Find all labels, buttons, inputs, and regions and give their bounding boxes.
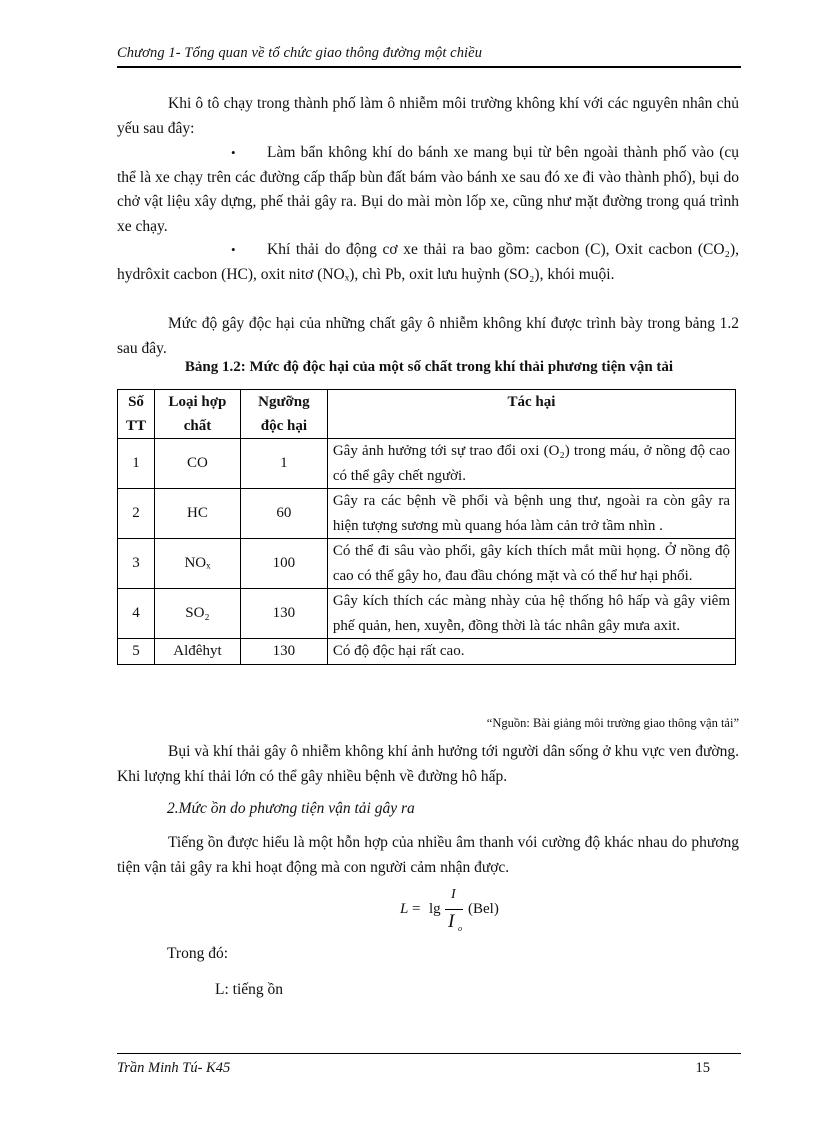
bullet-text: Khí thải do động cơ xe thải ra bao gồm: cacbon (C), Oxit cacbon (CO₂), hydrôxit cacbon (HC), oxit nitơ (NOₓ), chì Pb, oxit lưu huỳnh (SO₂), khói muội. xyxy=(117,241,739,283)
bullet-item xyxy=(117,238,739,287)
cell-harm: Có độ độc hại rất cao. xyxy=(327,639,735,665)
section-heading: 2.Mức ồn do phương tiện vận tải gây ra xyxy=(167,800,415,817)
cell-threshold: 130 xyxy=(240,589,327,639)
table-row xyxy=(118,489,736,539)
formula-func: lg xyxy=(429,901,441,917)
where-label: Trong đó: xyxy=(167,945,229,962)
bullet-icon: • xyxy=(231,145,236,160)
running-header: Chương 1- Tổng quan về tổ chức giao thông đường một chiều xyxy=(117,45,483,61)
cell-no: 2 xyxy=(118,489,155,539)
header-rule xyxy=(117,66,741,68)
bullet-item xyxy=(117,141,739,239)
table-caption: Bảng 1.2: Mức độ độc hại của một số chất trong khí thải phương tiện vận tải xyxy=(184,359,674,375)
cell-threshold: 1 xyxy=(240,439,327,489)
header-harm: Tác hại xyxy=(327,390,735,439)
header-no: Số TT xyxy=(118,390,155,439)
definition-item: L: tiếng ồn xyxy=(215,981,284,998)
table-intro-paragraph: Mức độ gây độc hại của những chất gây ô nhiễm không khí được trình bày trong bảng 1.2 sau đây. xyxy=(117,315,739,357)
cell-threshold: 100 xyxy=(240,539,327,589)
footer-rule xyxy=(117,1053,741,1054)
formula-denominator-sub: o xyxy=(458,924,462,933)
header-threshold: Ngưỡng độc hại xyxy=(240,390,327,439)
toxicity-table xyxy=(117,389,736,665)
cell-compound: HC xyxy=(154,489,240,539)
cell-compound: Alđêhyt xyxy=(154,639,240,665)
cell-threshold: 130 xyxy=(240,639,327,665)
cell-no: 5 xyxy=(118,639,155,665)
cell-harm: Gây ra các bệnh về phổi và bệnh ung thư, ngoài ra còn gây ra hiện tượng sương mù quang hóa làm cản trở tầm nhìn . xyxy=(327,489,735,539)
cell-no: 3 xyxy=(118,539,155,589)
cell-compound: SO₂ xyxy=(154,589,240,639)
cell-threshold: 60 xyxy=(240,489,327,539)
cell-no: 1 xyxy=(118,439,155,489)
fraction-bar xyxy=(445,909,463,910)
cell-harm: Gây kích thích các màng nhày của hệ thống hô hấp và gây viêm phế quản, hen, xuyễn, đồng thời là tác nhân gây mưa axit. xyxy=(327,589,735,639)
page-number: 15 xyxy=(695,1060,710,1076)
table-row xyxy=(118,439,736,489)
formula-denominator: I xyxy=(448,911,455,932)
cell-harm: Có thể đi sâu vào phổi, gây kích thích mắt mũi họng. Ở nồng độ cao có thể gây ho, đau đầu chóng mặt và có thể hư hại phổi. xyxy=(327,539,735,589)
bullet-icon: • xyxy=(231,242,236,257)
formula-eq: = xyxy=(412,901,421,917)
formula-unit: (Bel) xyxy=(468,901,499,917)
formula-lhs: L xyxy=(400,901,409,917)
table-row xyxy=(118,589,736,639)
table-row xyxy=(118,639,736,665)
intro-paragraph: Khi ô tô chạy trong thành phố làm ô nhiễm môi trường không khí với các nguyên nhân chủ yếu sau đây: xyxy=(117,95,739,137)
dust-paragraph: Bụi và khí thải gây ô nhiễm không khí ảnh hưởng tới người dân sống ở khu vực ven đường. Khi lượng khí thải lớn có thể gây nhiều bệnh về đường hô hấp. xyxy=(117,743,739,785)
table-source: “Nguồn: Bài giảng môi trường giao thông vận tải” xyxy=(486,716,739,730)
noise-paragraph: Tiếng ồn được hiểu là một hỗn hợp của nhiều âm thanh vói cường độ khác nhau do phương tiện vận tải gây ra khi hoạt động mà con người cảm nhận được. xyxy=(117,834,739,876)
cell-compound: CO xyxy=(154,439,240,489)
bullet-text: Làm bẩn không khí do bánh xe mang bụi từ bên ngoài thành phố vào (cụ thể là xe chạy trên các đường cấp thấp bùn đất bám vào bánh xe sau đó xe đi vào thành phố), bụi do chở vật liệu xây dựng, phế thải gây ra. Bụi do mài mòn lốp xe, cũng như mặt đường trong quá trình xe chạy. xyxy=(117,144,739,235)
formula-numerator: I xyxy=(451,887,456,902)
header-compound: Loại hợp chất xyxy=(154,390,240,439)
cell-compound: NOₓ xyxy=(154,539,240,589)
cell-no: 4 xyxy=(118,589,155,639)
table-row xyxy=(118,539,736,589)
footer-author: Trần Minh Tú- K45 xyxy=(117,1060,231,1076)
cell-harm: Gây ảnh hưởng tới sự trao đổi oxi (O₂) trong máu, ở nồng độ cao có thể gây chết người. xyxy=(327,439,735,489)
table-header-row xyxy=(118,390,736,439)
